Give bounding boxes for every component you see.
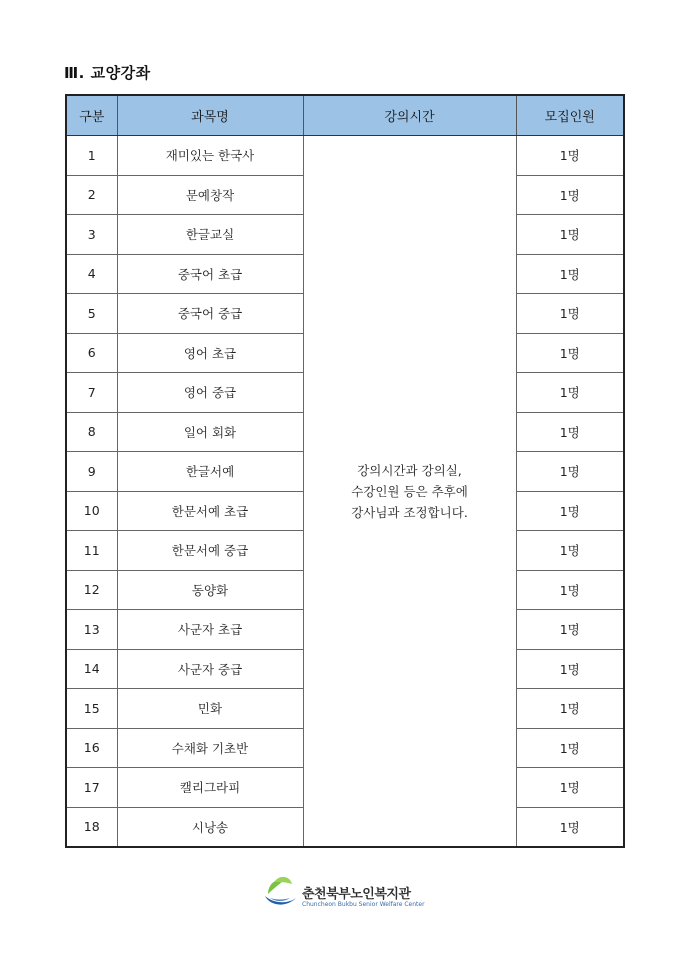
row-number: 1 [66,136,117,176]
row-subject: 중국어 초급 [117,254,303,294]
row-subject: 재미있는 한국사 [117,136,303,176]
row-number: 5 [66,294,117,334]
row-number: 6 [66,333,117,373]
section-title: Ⅲ. 교양강좌 [64,64,151,82]
row-count: 1명 [516,215,624,255]
row-subject: 시낭송 [117,807,303,847]
org-name: 춘천북부노인복지관 [302,887,411,902]
row-number: 9 [66,452,117,492]
schedule-note-line: 강의시간과 강의실, [357,462,462,478]
row-count: 1명 [516,570,624,610]
row-subject: 캘리그라피 [117,768,303,808]
row-number: 14 [66,649,117,689]
row-subject: 사군자 중급 [117,649,303,689]
row-number: 2 [66,175,117,215]
row-subject: 문예창작 [117,175,303,215]
schedule-note [303,136,516,848]
header-subject: 과목명 [117,95,303,136]
row-number: 7 [66,373,117,413]
row-subject: 동양화 [117,570,303,610]
row-count: 1명 [516,333,624,373]
row-count: 1명 [516,807,624,847]
footer-logo [262,872,442,912]
table-header-row [66,95,624,136]
row-number: 3 [66,215,117,255]
org-name-en: Chuncheon Bukbu Senior Welfare Center [302,901,425,908]
row-subject: 일어 회화 [117,412,303,452]
row-count: 1명 [516,649,624,689]
header-count: 모집인원 [516,95,624,136]
row-subject: 중국어 중급 [117,294,303,334]
row-count: 1명 [516,452,624,492]
row-number: 13 [66,610,117,650]
row-count: 1명 [516,768,624,808]
row-count: 1명 [516,491,624,531]
table-body [66,136,624,848]
row-count: 1명 [516,610,624,650]
schedule-note-line: 수강인원 등은 추후에 [351,483,468,499]
row-count: 1명 [516,294,624,334]
row-number: 11 [66,531,117,571]
row-subject: 한문서예 초급 [117,491,303,531]
row-subject: 한글서예 [117,452,303,492]
row-number: 15 [66,689,117,729]
row-number: 18 [66,807,117,847]
row-number: 8 [66,412,117,452]
row-number: 17 [66,768,117,808]
row-number: 12 [66,570,117,610]
row-count: 1명 [516,373,624,413]
leaf-logo-icon [262,872,300,910]
row-subject: 영어 초급 [117,333,303,373]
schedule-note-line: 강사님과 조정합니다. [351,504,468,520]
row-count: 1명 [516,175,624,215]
row-subject: 수채화 기초반 [117,728,303,768]
row-number: 4 [66,254,117,294]
row-subject: 한문서예 중급 [117,531,303,571]
row-count: 1명 [516,136,624,176]
row-count: 1명 [516,531,624,571]
course-table [65,94,625,848]
row-count: 1명 [516,689,624,729]
row-subject: 영어 중급 [117,373,303,413]
header-time: 강의시간 [303,95,516,136]
header-no: 구분 [66,95,117,136]
row-number: 10 [66,491,117,531]
row-count: 1명 [516,728,624,768]
row-count: 1명 [516,254,624,294]
row-subject: 사군자 초급 [117,610,303,650]
row-number: 16 [66,728,117,768]
table-row [66,136,624,176]
row-count: 1명 [516,412,624,452]
row-subject: 민화 [117,689,303,729]
row-subject: 한글교실 [117,215,303,255]
